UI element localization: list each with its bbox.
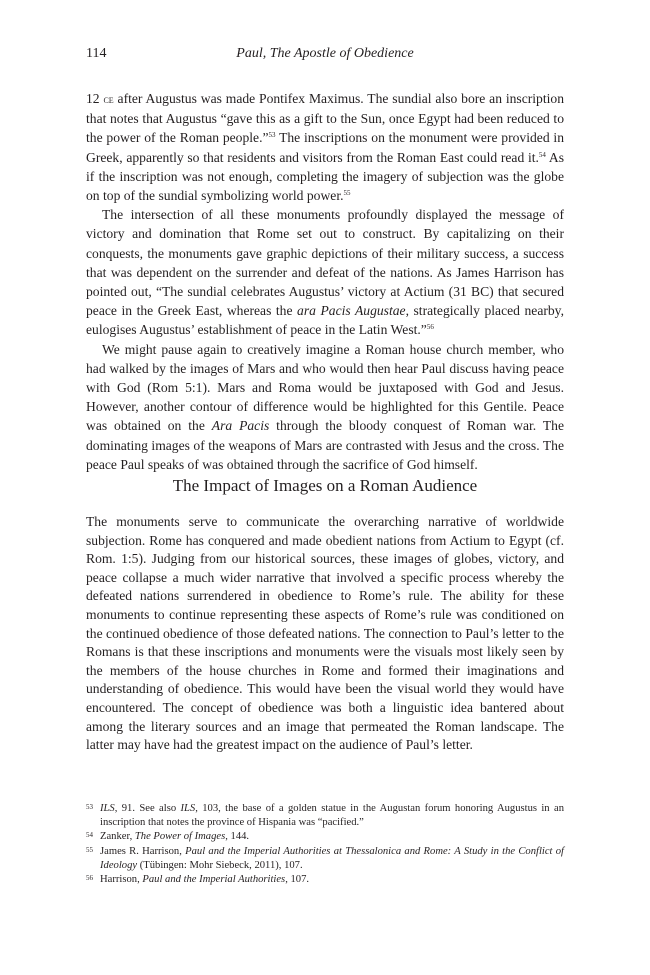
body-text bbox=[86, 89, 564, 474]
footnote-ref-55[interactable]: 55 bbox=[343, 189, 351, 198]
footnote-number: 55 bbox=[86, 845, 93, 854]
footnote-54 bbox=[86, 830, 564, 844]
italic-term: ILS bbox=[180, 803, 196, 814]
italic-term: Ara Pacis bbox=[211, 418, 270, 434]
era-abbreviation: ce bbox=[103, 93, 114, 106]
text-span: , 144. bbox=[225, 831, 250, 843]
section-body bbox=[86, 513, 564, 755]
text-span: The intersection of all these monuments profoundly displayed the message of victory and domination that Rome set out to construct. By capitalizing on their conquests, the monuments gave graphic depictions of their military success, a success that was dependent on the surrender and defeat of the nations. As James Harrison has pointed out, “The sundial celebrates Augustus’ victory at Actium (31 BC) that secured peace in the Greek East, whereas the bbox=[86, 207, 564, 319]
footnote-ref-54[interactable]: 54 bbox=[538, 150, 546, 159]
italic-term: ara Pacis Augustae bbox=[297, 303, 406, 319]
footnote-number: 53 bbox=[86, 803, 93, 811]
footnotes bbox=[86, 802, 564, 887]
section-heading: The Impact of Images on a Roman Audience bbox=[172, 476, 478, 495]
paragraph-1 bbox=[86, 89, 564, 205]
running-title: Paul, The Apostle of Obedience bbox=[236, 46, 414, 61]
italic-term: Paul and the Imperial Authorities at Thessalonica and Rome: A Study in the Conflict of Ideology bbox=[100, 845, 565, 871]
footnote-53 bbox=[86, 802, 564, 830]
text-span: after Augustus was made Pontifex Maximus. The sundial also bore an inscription that notes that Augustus “gave this as a gift to the Sun, once Egypt had been reduced to the power of the Roman people.” bbox=[86, 91, 564, 146]
italic-term: Paul and the Imperial Authorities bbox=[142, 874, 286, 886]
text-span: 12 bbox=[86, 91, 104, 106]
footnote-55 bbox=[86, 845, 564, 873]
footnote-ref-53[interactable]: 53 bbox=[268, 131, 276, 140]
paragraph-2 bbox=[86, 205, 564, 339]
text-span: through the bloody conquest of Roman war. The dominating images of the weapons of Mars are contrasted with Jesus and the cross. The peace Paul speaks of was obtained through the sacrifice of God himself. bbox=[86, 418, 565, 472]
section-paragraph: The monuments serve to communicate the overarching narrative of worldwide subjection. Rome has conquered and made obedient nations from Actium to Egypt (cf. Rom. 1:5). Judging from our historical sources, these images of globes, victory, and peace collapse a much wider narrative that involved a specific process whereby the defeated nations surrendered in obedience to Rome’s rule. The ability for these monuments to continue representing these aspects of Rome’s rule was conditioned on the continued obedience of those defeated nations. The connection to Paul’s letter to the Romans is that these inscriptions and monuments were the visuals most likely seen by the members of the house churches in Rome and formed their imaginations and understanding of obedience. This would have been the visual world they would have encountered. The concept of obedience was both a linguistic idea bantered about among the literary sources and an image that permeated the Roman landscape. The latter may have had the greatest impact on the audience of Paul’s letter. bbox=[86, 514, 564, 753]
text-span: As if the inscription was not enough, completing the imagery of subjection was the globe on top of the sundial symbolizing world power. bbox=[86, 149, 564, 204]
text-span: The inscriptions on the monument were provided in Greek, apparently so that residents and visitors from the Roman East could read it. bbox=[86, 130, 564, 165]
page-number: 114 bbox=[86, 46, 107, 61]
text-span: , 103, the base of a golden statue in the Augustan forum honoring Augustus in an inscription that notes the province of Hispania was “pacified.” bbox=[100, 803, 564, 829]
paragraph-3 bbox=[86, 340, 564, 474]
running-head bbox=[86, 44, 564, 64]
text-span: Harrison, bbox=[100, 874, 143, 886]
text-span: , 91. See also bbox=[114, 803, 181, 814]
text-span: (Tübingen: Mohr Siebeck, 2011), 107. bbox=[137, 859, 303, 871]
text-span: , 107. bbox=[285, 874, 310, 886]
footnote-number: 56 bbox=[86, 874, 93, 883]
text-span: We might pause again to creatively imagine a Roman house church member, who had walked by the images of Mars and who would then hear Paul discuss having peace with God (Rom 5:1). Mars and Roma would be juxtaposed with God and Jesus. However, another contour of difference would be highlighted for this Gentile. Peace was obtained on the bbox=[86, 341, 564, 434]
text-span: James R. Harrison, bbox=[100, 845, 186, 857]
footnote-56 bbox=[86, 873, 564, 887]
text-span: , strategically placed nearby, eulogises Augustus’ establishment of peace in the Latin West.” bbox=[86, 303, 564, 338]
italic-term: ILS bbox=[100, 803, 115, 814]
italic-term: The Power of Images bbox=[134, 831, 226, 843]
text-span: Zanker, bbox=[100, 831, 135, 843]
footnote-ref-56[interactable]: 56 bbox=[426, 323, 434, 332]
footnote-number: 54 bbox=[86, 831, 93, 840]
